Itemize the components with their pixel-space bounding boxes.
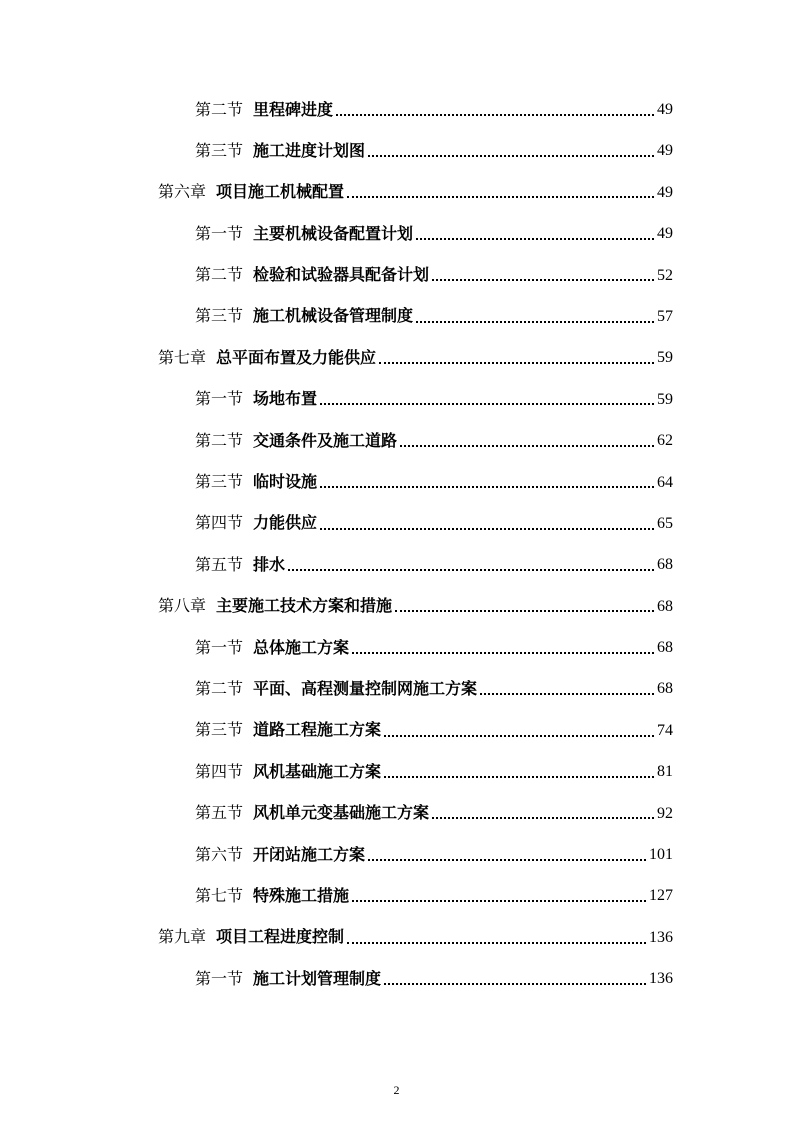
toc-entry-title: 总平面布置及力能供应	[216, 347, 377, 367]
toc-entry-title: 道路工程施工方案	[253, 720, 382, 740]
toc-entry-title: 主要施工技术方案和措施	[216, 596, 393, 616]
dot-leader	[416, 238, 654, 240]
toc-entry-number: 第四节	[195, 763, 244, 781]
toc-entry-title: 临时设施	[253, 472, 318, 492]
toc-label	[195, 751, 381, 793]
toc-label	[195, 792, 429, 834]
toc-entry-page: 59	[657, 390, 673, 408]
toc-label	[195, 627, 349, 669]
toc-entry-number: 第六节	[195, 846, 244, 864]
toc-entry-number: 第三节	[195, 308, 244, 326]
toc-label	[195, 378, 317, 420]
dot-leader	[432, 279, 654, 281]
toc-entry-title: 项目施工机械配置	[216, 182, 345, 202]
toc-entry-number: 第五节	[195, 556, 244, 574]
dot-leader	[320, 528, 654, 530]
toc-entry[interactable]	[0, 627, 793, 668]
toc-label	[195, 130, 365, 172]
toc-label	[158, 171, 344, 213]
toc-label	[158, 337, 376, 379]
dot-leader	[416, 321, 654, 323]
dot-leader	[432, 817, 654, 819]
toc-entry-number: 第二节	[195, 101, 244, 119]
toc-entry-title: 里程碑进度	[253, 99, 334, 119]
toc-entry[interactable]	[0, 89, 793, 130]
toc-entry-page: 49	[657, 142, 673, 160]
toc-entry[interactable]	[0, 875, 793, 916]
toc-entry[interactable]	[0, 503, 793, 544]
dot-leader	[352, 900, 646, 902]
toc-entry-page: 81	[657, 763, 673, 781]
toc-entry-page: 68	[657, 597, 673, 615]
toc-entry-page: 68	[657, 639, 673, 657]
toc-entry-number: 第四节	[195, 515, 244, 533]
toc-label	[195, 254, 429, 296]
toc-entry-number: 第九章	[158, 929, 207, 947]
toc-entry-page: 49	[657, 183, 673, 201]
dot-leader	[379, 362, 654, 364]
toc-entry-page: 64	[657, 473, 673, 491]
toc-entry-title: 风机基础施工方案	[253, 761, 382, 781]
dot-leader	[288, 569, 654, 571]
toc-entry-title: 主要机械设备配置计划	[253, 223, 414, 243]
toc-label	[195, 502, 317, 544]
toc-entry-title: 场地布置	[253, 389, 318, 409]
toc-entry-title: 特殊施工措施	[253, 885, 350, 905]
toc-entry-page: 92	[657, 804, 673, 822]
toc-entry[interactable]	[0, 586, 793, 627]
dot-leader	[384, 735, 654, 737]
dot-leader	[347, 196, 654, 198]
dot-leader	[320, 486, 654, 488]
toc-entry-page: 57	[657, 307, 673, 325]
toc-entry-number: 第八章	[158, 598, 207, 616]
toc-label	[195, 89, 333, 131]
dot-leader	[320, 403, 654, 405]
toc-entry-number: 第三节	[195, 474, 244, 492]
toc-entry[interactable]	[0, 130, 793, 171]
toc-entry[interactable]	[0, 462, 793, 503]
toc-entry[interactable]	[0, 793, 793, 834]
dot-leader	[400, 445, 654, 447]
toc-entry-number: 第二节	[195, 432, 244, 450]
toc-entry-title: 开闭站施工方案	[253, 844, 366, 864]
toc-entry[interactable]	[0, 296, 793, 337]
toc-entry[interactable]	[0, 172, 793, 213]
toc-label	[195, 544, 285, 586]
toc-entry-title: 施工进度计划图	[253, 140, 366, 160]
toc-label	[195, 420, 397, 462]
toc-entry-page: 127	[649, 887, 673, 905]
toc-entry[interactable]	[0, 834, 793, 875]
dot-leader	[368, 155, 654, 157]
dot-leader	[480, 693, 654, 695]
toc-entry-title: 风机单元变基础施工方案	[253, 803, 430, 823]
toc-entry-page: 65	[657, 514, 673, 532]
toc-label	[195, 875, 349, 917]
toc-entry[interactable]	[0, 958, 793, 999]
toc-entry[interactable]	[0, 255, 793, 296]
toc-entry-number: 第二节	[195, 267, 244, 285]
toc-entry-title: 平面、高程测量控制网施工方案	[253, 678, 478, 698]
toc-entry[interactable]	[0, 917, 793, 958]
toc-entry-page: 49	[657, 101, 673, 118]
toc-label	[158, 585, 392, 627]
dot-leader	[368, 859, 646, 861]
toc-label	[195, 461, 317, 503]
toc-entry-number: 第七章	[158, 349, 207, 367]
page-number: 2	[393, 1083, 400, 1097]
toc-entry[interactable]	[0, 710, 793, 751]
toc-entry-number: 第一节	[195, 391, 244, 409]
toc-entry-title: 总体施工方案	[253, 637, 350, 657]
toc-entry[interactable]	[0, 668, 793, 709]
toc-entry[interactable]	[0, 751, 793, 792]
toc-entry[interactable]	[0, 337, 793, 378]
toc-entry-page: 52	[657, 266, 673, 284]
toc-entry-page: 62	[657, 432, 673, 450]
toc-entry-page: 136	[649, 928, 673, 946]
toc-entry-title: 项目工程进度控制	[216, 927, 345, 947]
toc-label	[195, 834, 365, 876]
toc-label	[195, 295, 413, 337]
dot-leader	[395, 610, 654, 612]
toc-entry-number: 第一节	[195, 639, 244, 657]
toc-entry-title: 施工机械设备管理制度	[253, 306, 414, 326]
toc-entry-page: 101	[649, 846, 673, 864]
dot-leader	[352, 652, 654, 654]
toc-entry-page: 136	[649, 970, 673, 988]
toc-entry-number: 第五节	[195, 805, 244, 823]
toc-entry-number: 第一节	[195, 970, 244, 988]
toc-entry[interactable]	[0, 544, 793, 585]
toc-entry[interactable]	[0, 379, 793, 420]
toc-entry[interactable]	[0, 420, 793, 461]
toc-entry-title: 检验和试验器具配备计划	[253, 265, 430, 285]
dot-leader	[384, 776, 654, 778]
toc-entry-number: 第六章	[158, 184, 207, 202]
toc-label	[195, 668, 477, 710]
toc-entry-number: 第二节	[195, 680, 244, 698]
dot-leader	[336, 114, 654, 116]
toc-entry[interactable]	[0, 213, 793, 254]
toc-entry-title: 排水	[253, 554, 286, 574]
toc-entry-title: 施工计划管理制度	[253, 968, 382, 988]
toc-entry-page: 74	[657, 721, 673, 739]
toc-entry-number: 第一节	[195, 225, 244, 243]
toc-entry-number: 第七节	[195, 887, 244, 905]
toc-entry-page: 68	[657, 556, 673, 574]
toc-label	[195, 213, 413, 255]
toc-entry-title: 力能供应	[253, 513, 318, 533]
toc-entry-page: 59	[657, 349, 673, 367]
toc-entry-number: 第三节	[195, 722, 244, 740]
dot-leader	[347, 942, 646, 944]
table-of-contents	[0, 89, 793, 1000]
toc-label	[195, 958, 381, 1000]
toc-entry-page: 49	[657, 225, 673, 243]
toc-label	[158, 916, 344, 958]
toc-label	[195, 709, 381, 751]
dot-leader	[384, 983, 646, 985]
toc-entry-number: 第三节	[195, 142, 244, 160]
toc-entry-page: 68	[657, 680, 673, 698]
toc-entry-title: 交通条件及施工道路	[253, 430, 398, 450]
